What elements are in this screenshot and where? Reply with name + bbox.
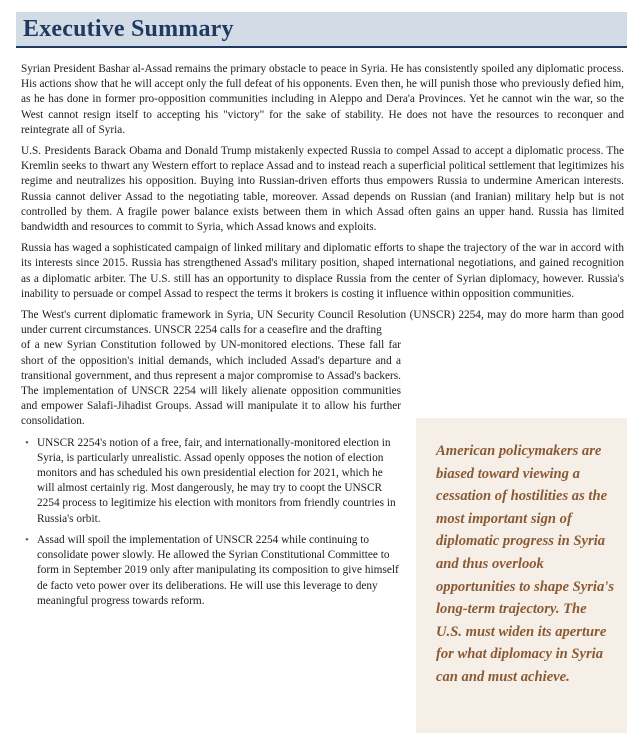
bullet-list	[21, 436, 401, 609]
list-item	[21, 436, 401, 527]
section-header	[16, 12, 627, 48]
paragraph-4-continued: of a new Syrian Constitution followed by UN-monitored elections. These fall far short of the opposition's initial demands, which included Assad's departure and a transitional government, and thus represent a major compromise to Assad's backers. The implementation of UNSCR 2254 will likely alienate opposition communities and empower Salafi-Jihadist Groups. Assad will manipulate it to allow his further consolidation.	[21, 339, 401, 428]
paragraph-2: U.S. Presidents Barack Obama and Donald Trump mistakenly expected Russia to compel Assad to accept a diplomatic process. The Kremlin seeks to thwart any Western effort to replace Assad and to instead reach a superficial political settlement that legitimizes his regime and neutralizes his opposition. Buying into Russian-driven efforts thus empowers Russia to undermine American interests. Russia cannot deliver Assad to the negotiating table, moreover. Assad depends on Russian (and Iranian) military help but is not controlled by them. A fragile power balance exists between them in which Assad often gains an upper hand. Russia has limited bandwidth and resources to commit to Syria, which Assad knows and exploits.	[21, 145, 624, 234]
bullet-icon: •	[25, 533, 29, 546]
paragraph-1: Syrian President Bashar al-Assad remains the primary obstacle to peace in Syria. He has consistently spoiled any diplomatic process. His actions show that he will accept only the full defeat of his opponents. Even then, he will punish those who previously defied him, as he has done in former pro-opposition communities including in Aleppo and Dera'a Provinces. Yet he cannot win the war, so the West cannot resign itself to accepting his "victory" for the sake of stability. He does not have the resources to reconquer and reintegrate all of Syria.	[21, 63, 625, 136]
bullet-icon: •	[25, 436, 29, 449]
page-title: Executive Summary	[23, 16, 234, 42]
paragraph-3: Russia has waged a sophisticated campaign of linked military and diplomatic efforts to shape the trajectory of the war in accord with its interests since 2015. Russia has strengthened Assad's military position, shaped international negotiations, and gained recognition as a diplomatic arbiter. The U.S. still has an opportunity to displace Russia from the center of Syrian diplomacy, however. Russia's inability to persuade or compel Assad to respect the terms it brokers is costing it influence within opposition communities.	[21, 242, 624, 300]
pull-quote-text: American policymakers are biased toward viewing a cessation of hostilities as the most important sign of diplomatic progress in Syria and thus overlook opportunities to shape Syria's long-term trajectory. The U.S. must widen its aperture for what diplomacy in Syria can and must achieve.	[436, 443, 614, 685]
paragraph-4-intro: The West's current diplomatic framework in Syria, UN Security Council Resolution (UNSCR) 2254, may do more harm than good under current circumstances. UNSCR 2254 calls for a ceasefire and the drafting	[21, 309, 624, 337]
bullet-text: Assad will spoil the implementation of UNSCR 2254 while continuing to consolidate power slowly. He allowed the Syrian Constitutional Committee to form in September 2019 only after manipulating its composition to give himself de facto veto power over its deliberations. He will use this leverage to deny meaningful progress towards reform.	[37, 533, 399, 607]
list-item	[21, 533, 401, 609]
pull-quote-box	[416, 418, 627, 733]
bullet-text: UNSCR 2254's notion of a free, fair, and internationally-monitored election in Syria, is particularly unrealistic. Assad openly opposes the notion of election monitors and has scheduled his own presidential election for 2021, which he will almost certainly rig. Most dangerously, he may try to coopt the UNSCR 2254 process to legitimize his election with monitors from friendly countries in Russia's orbit.	[37, 436, 396, 525]
